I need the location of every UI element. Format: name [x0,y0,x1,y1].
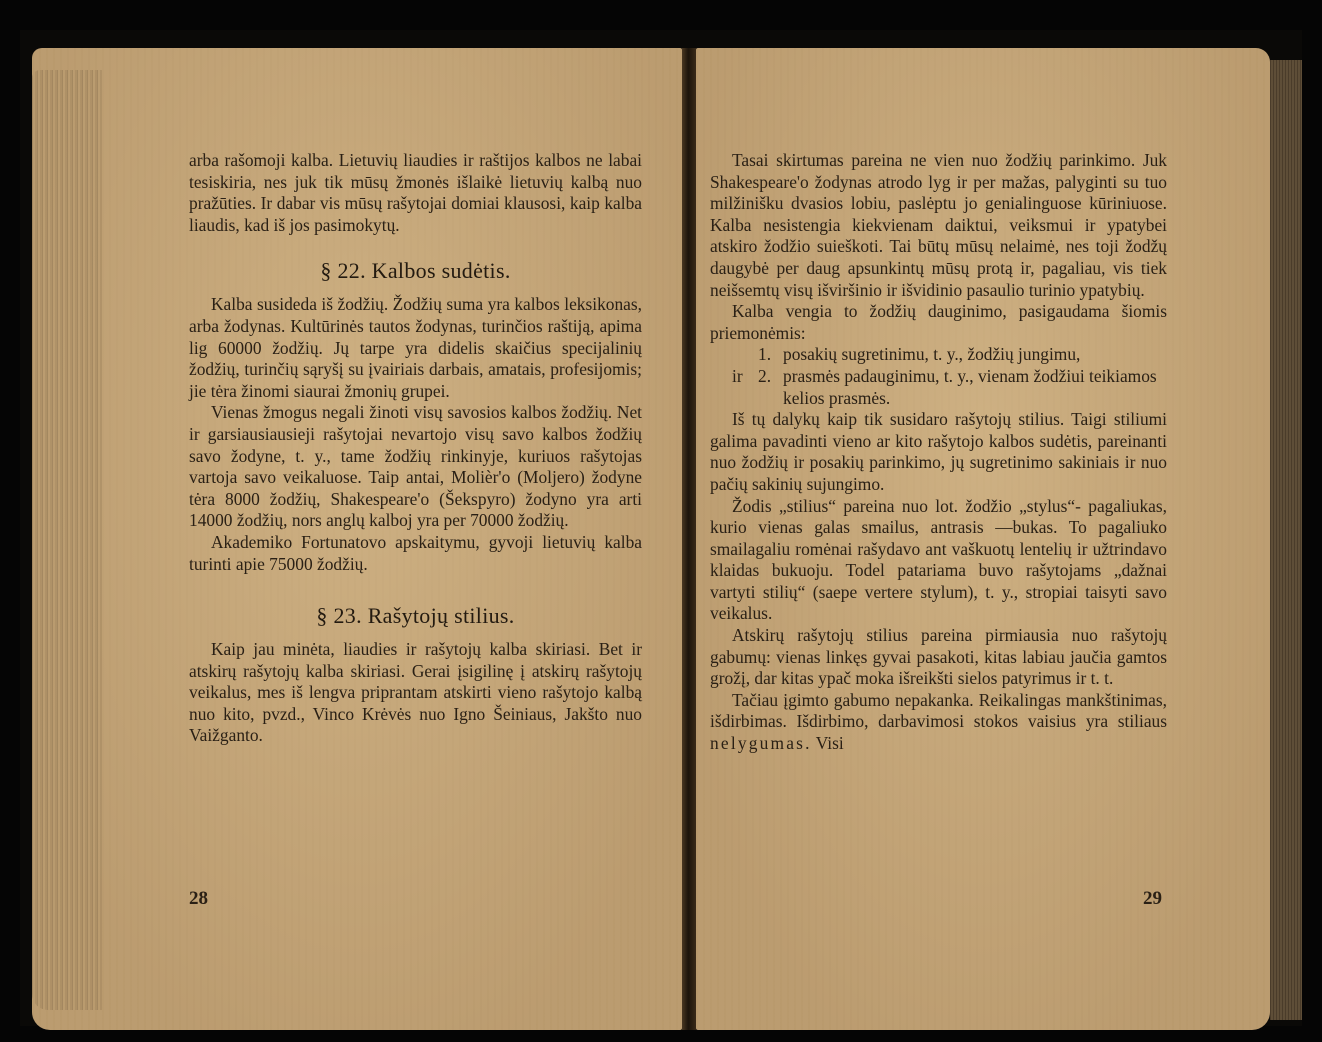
paragraph: Kalba vengia to žodžių dauginimo, pasigaudama šiomis priemonėmis: [710,301,1167,343]
page-number-left: 28 [189,888,208,909]
page-number-right: 29 [1143,888,1162,909]
list-text: posakių sugretinimu, t. y., žodžių jungimu, [783,344,1081,365]
list-item [710,366,1167,409]
list-item [710,344,1167,366]
paragraph: arba rašomoji kalba. Lietuvių liaudies ir raštijos kalbos ne labai tesiskiria, nes juk tik mūsų žmonės išlaikė lietuvių kalbą nuo pražūties. Ir dabar vis mūsų rašytojai domiai klausosi, kaip kalba liaudis, kad iš jos pasimokytų. [189,150,642,235]
paragraph: Kaip jau minėta, liaudies ir rašytojų kalba skiriasi. Bet ir atskirų rašytojų kalba skiriasi. Gerai įsigilinę į atskirų rašytojų veikalus, mes iš lengva priprantam atskirti vieno rašytojo kalbą nuo kito, pvzd., Vinco Krėvės nuo Igno Šeiniaus, Jakšto nuo Vaižganto. [189,639,642,746]
right-page-edges [1270,60,1302,1020]
numbered-list [710,344,1167,409]
list-number: 2. [758,365,772,386]
spaced-emphasis: nelygumas. [710,733,812,754]
section-heading-23: § 23. Rašytojų stilius. [316,603,515,629]
left-text-column [189,150,642,747]
book-spine-gutter [682,48,696,1030]
paragraph [710,690,1167,755]
paragraph: Žodis „stilius“ pareina nuo lot. žodžio „stylus“- pagaliukas, kurio vienas galas smailus, antrasis —bukas. To pagaliuko smailagaliu romėnai rašydavo ant vaškuotų lentelių ir užtrindavo klaidas bukuoju. Todel patariama buvo rašytojams „dažnai vartyti stilių“ (saepe vertere stylum), t. y., stropiai taisyti savo veikalus. [710,495,1167,624]
right-text-column [710,150,1167,755]
list-prefix: ir [732,365,743,386]
left-page-edges [32,70,102,1010]
section-heading-22: § 22. Kalbos sudėtis. [320,258,511,284]
list-text: prasmės padauginimu, t. y., vienam žodžiui teikiamos kelios prasmės. [783,365,1157,408]
paragraph: Tasai skirtumas pareina ne vien nuo žodžių parinkimo. Juk Shakespeare'o žodynas atrodo lyg ir per mažas, palyginti su tuo milžinišku dvasios lobiu, paslėptu jo genialinguose kūriniuose. Kalba nesistengia kiekvienam daiktui, veiksmui ir ypatybei atskiro žodžio suieškoti. Tai būtų mūsų nelaimė, nes toji žodžų daugybė per daug apsunkintų mūsų protą ir, pagaliau, vis tiek neišsemtų visų išviršinio ir išvidinio pasaulio turinio ypatybių. [710,150,1167,300]
paragraph: Akademiko Fortunatovo apskaitymu, gyvoji lietuvių kalba turinti apie 75000 žodžių. [189,531,642,574]
list-number: 1. [758,344,772,365]
paragraph: Atskirų rašytojų stilius pareina pirmiausia nuo rašytojų gabumų: vienas linkęs gyvai pasakoti, kitas labiau jaučia gamtos grožį, dar kitas ypač moka išreikšti sielos patyrimus ir t. t. [710,625,1167,689]
paragraph: Vienas žmogus negali žinoti visų savosios kalbos žodžių. Net ir garsiausiausieji rašytojai nevartojo visų savo kalbos žodžių savo žodyne, t. y., tame žodžių rinkinyje, kuriuos rašytojas vartoja savo veikaluose. Taip antai, Molièr'o (Moljero) žodyne tėra 8000 žodžių, Shakespeare'o (Šekspyro) žodyno yra arti 14000 žodžių, nors anglų kalboj yra per 70000 žodžių. [189,402,642,531]
text-run: Visi [811,733,844,754]
paragraph: Iš tų dalykų kaip tik susidaro rašytojų stilius. Taigi stiliumi galima pavadinti vieno ar kito rašytojo kalbos sudėtis, pareinanti nuo žodžių ir posakių parinkimo, jų sugretinimo sakiniais ir nuo pačių sakinių sujungimo. [710,409,1167,494]
text-run: Tačiau įgimto gabumo nepakanka. Reikalingas mankštinimas, išdirbimas. Išdirbimo, darbavimosi stokos vaisius yra stiliaus [710,689,1167,732]
paragraph: Kalba susideda iš žodžių. Žodžių suma yra kalbos leksikonas, arba žodynas. Kultūrinės tautos žodynas, turinčios raštiją, apima lig 60000 žodžių. Jų tarpe yra didelis skaičius specijalinių žodžių, turinčių sąryšį su įvairiais darbais, amatais, profesijomis; jie tėra žinomi siaurai žmonių grupei. [189,294,642,401]
